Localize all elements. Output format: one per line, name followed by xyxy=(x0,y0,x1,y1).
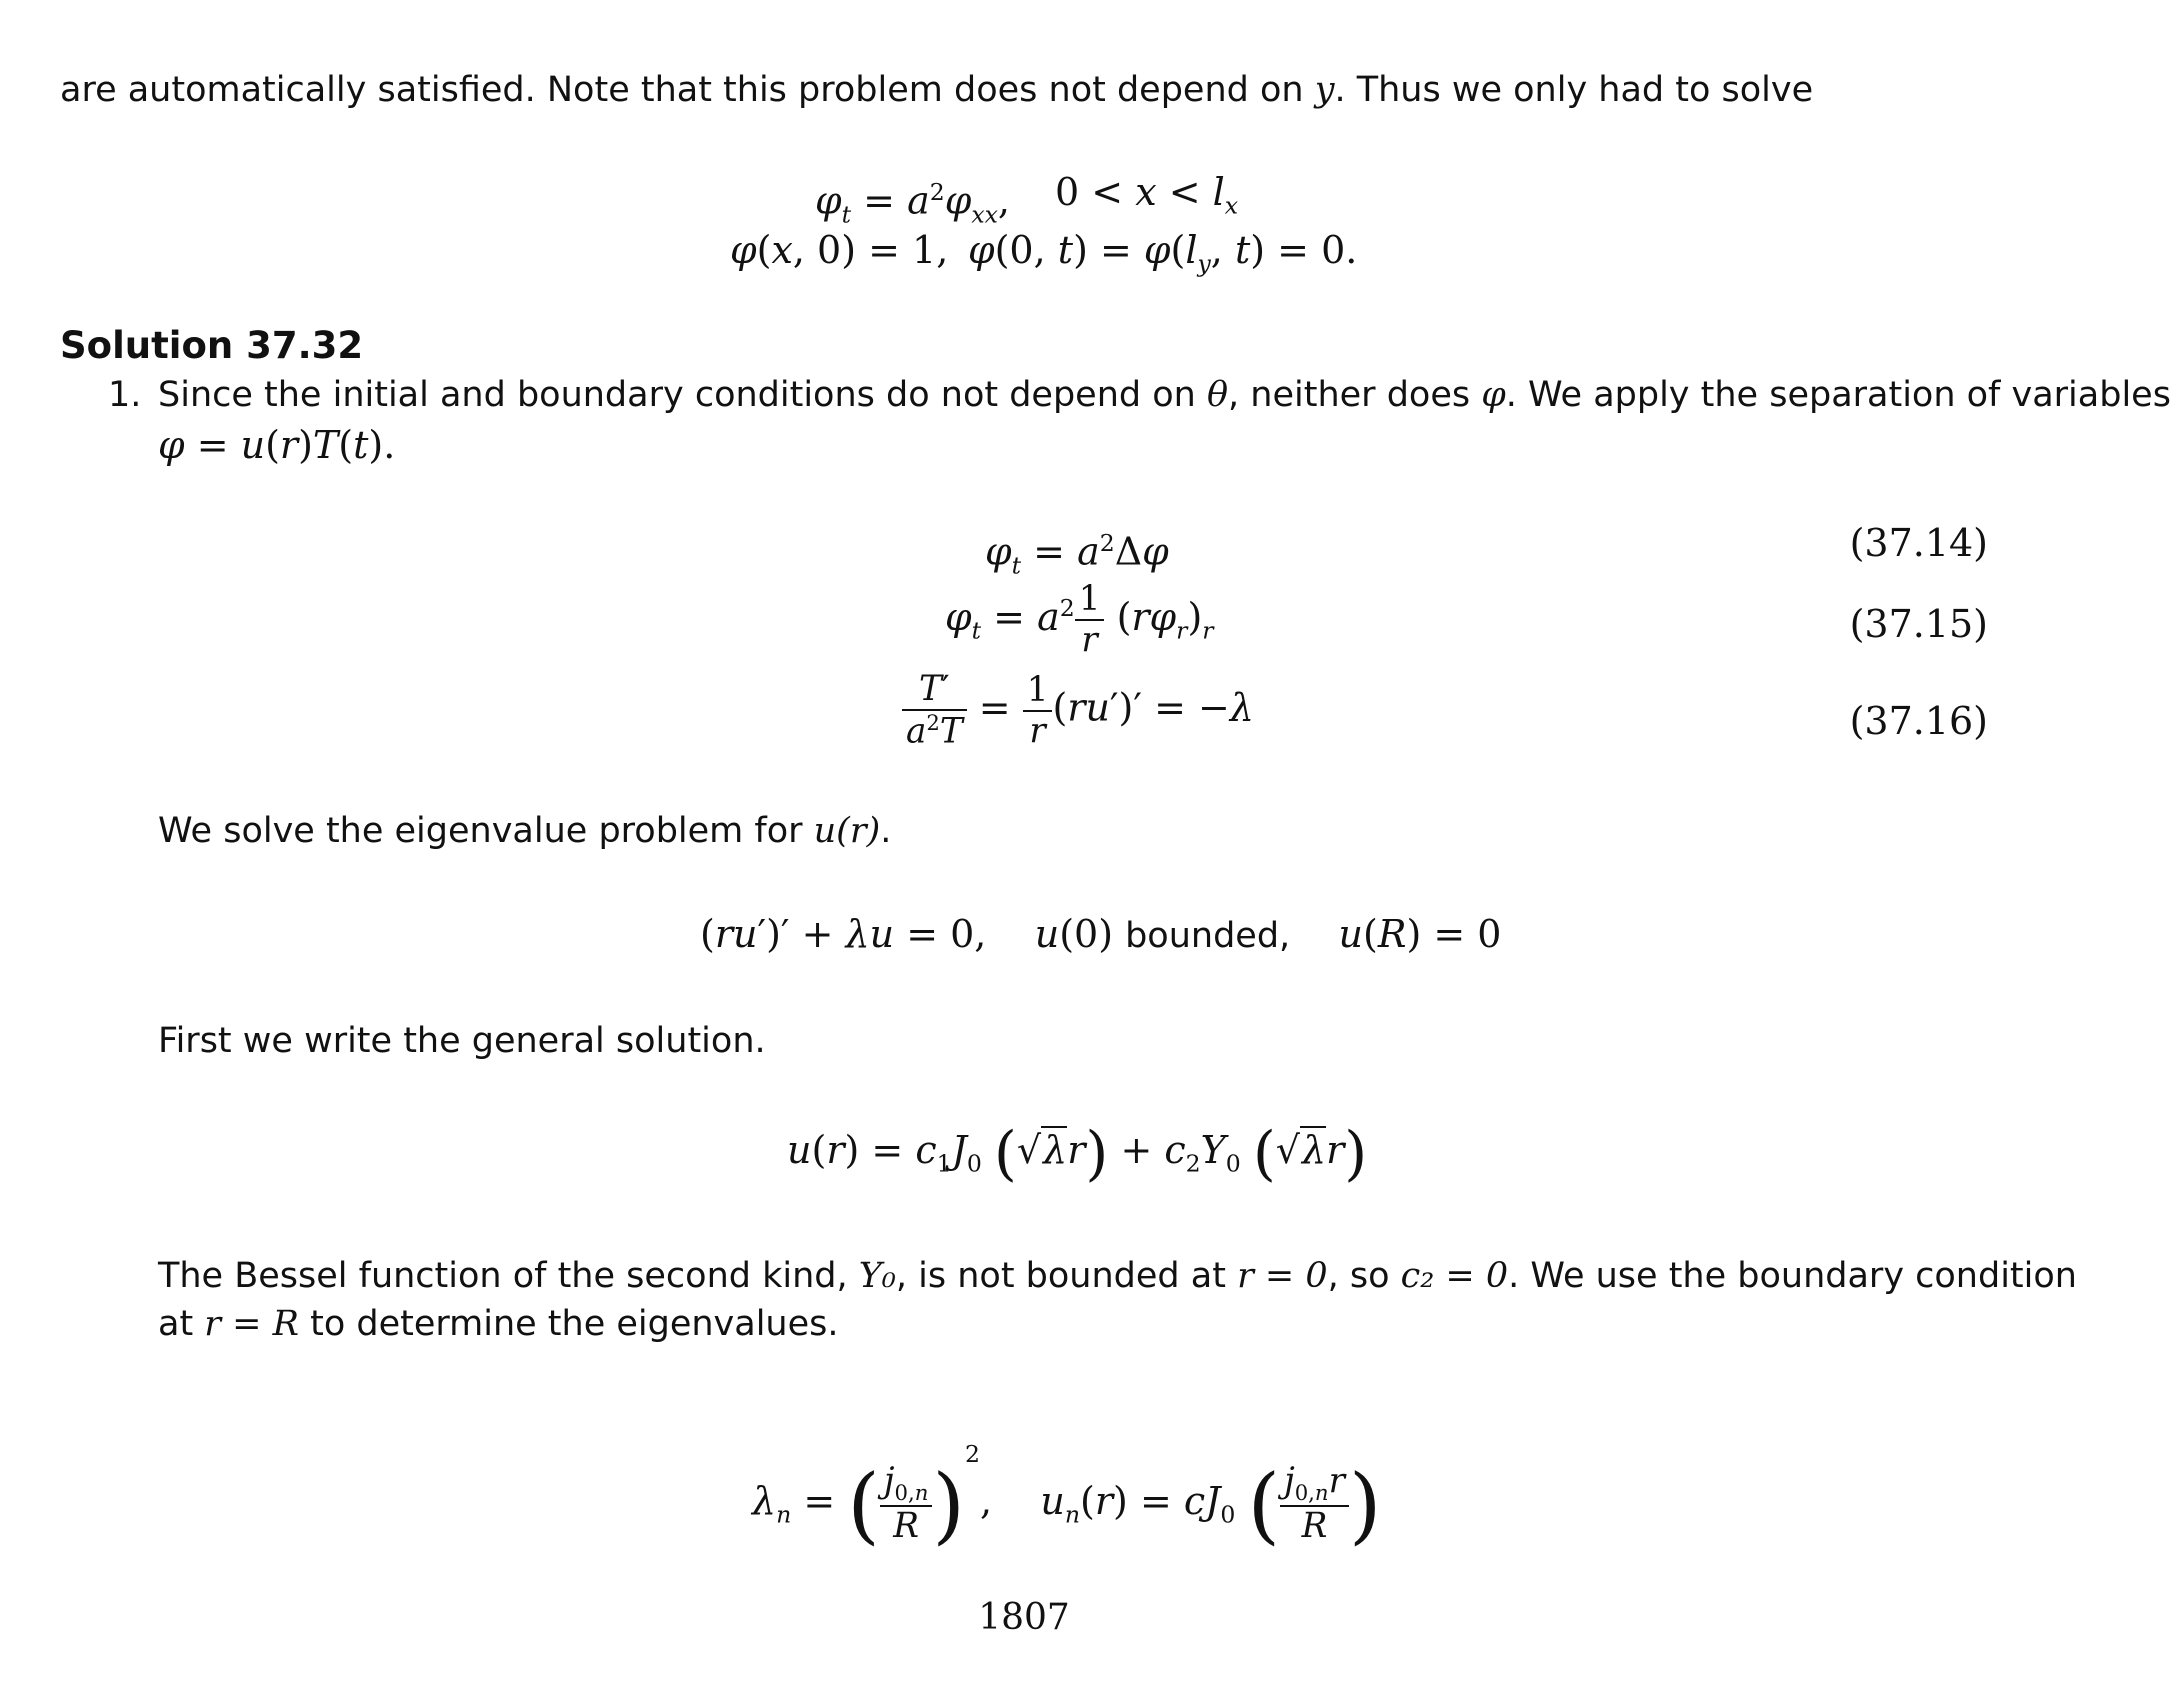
bessel-text-e: at xyxy=(158,1304,205,1344)
bessel-y0: Y₀ xyxy=(858,1256,896,1296)
intro-text-a: are automatically satisfied. Note that this problem does not depend on xyxy=(60,70,1315,110)
equation-number-37-16 xyxy=(1850,697,1988,745)
eigen-problem: (ru′)′ + λu = 0, u(0) bounded, u(R) = 0 xyxy=(700,912,1502,956)
bessel-text-a: The Bessel function of the second kind, xyxy=(158,1256,859,1296)
general-solution-formula: $u(r) = c_1J_0$ $(√\lambda r) + c_2Y_0$ (√λr) xyxy=(787,1118,1368,1188)
intro-line xyxy=(60,68,1813,112)
eigen-intro-text: We solve the eigenvalue problem for xyxy=(158,811,814,851)
eigen-intro-period: . xyxy=(880,811,892,851)
equation-number-37-14: (37.14) xyxy=(1849,521,1988,565)
item-text-b: , neither does xyxy=(1228,375,1482,415)
bessel-r0: r = 0 xyxy=(1237,1256,1328,1296)
item-text-line1 xyxy=(158,373,2171,417)
equation-number-37-15-text: (37.15) xyxy=(1849,602,1988,646)
equation-37-16: $\frac{T'}{a^2T}$ = $\frac{1}{r}$ (ru′)′ = −λ xyxy=(902,670,1254,752)
item-text-c: . We apply the separation of variables xyxy=(1505,375,2171,415)
item-text-a: Since the initial and boundary conditions do not depend on xyxy=(158,375,1207,415)
general-intro: First we write the general solution. xyxy=(158,1021,766,1061)
bessel-line2 xyxy=(158,1302,839,1346)
system1-line2-col2: φ(0, $t) = \varphi(l_y$, t) = 0. xyxy=(968,228,1358,278)
bessel-text-d: . We use the boundary condition xyxy=(1508,1256,2077,1296)
bessel-c20: c₂ = 0 xyxy=(1400,1256,1509,1296)
eigen-bounded-word: bounded, xyxy=(1125,916,1291,956)
bessel-rR: r = R xyxy=(204,1304,299,1344)
separation-formula: φ = u(r)T(t). xyxy=(158,423,396,467)
bessel-text-f: to determine the eigenvalues. xyxy=(298,1304,839,1344)
system1-line2-col1: φ(x, 0) = 1, xyxy=(730,228,949,272)
item-number: 1. xyxy=(108,375,142,415)
equation-37-15: $\varphi_t = a^2$ $\frac{1}{r}$ $(r\varphi_r)_r$ xyxy=(945,579,1214,661)
equation-number-37-15 xyxy=(1850,600,1988,648)
page-number: 1807 xyxy=(978,1597,1070,1638)
system1-line1-col1: $\varphi_t = a^2\varphi_{xx}$, xyxy=(815,178,1010,229)
system1-line1-col2: $0 < x < l_x$ xyxy=(1055,170,1239,220)
eigen-intro xyxy=(158,809,891,853)
theta-var: θ xyxy=(1206,375,1229,415)
bessel-text-c: , so xyxy=(1327,1256,1401,1296)
phi-var: φ xyxy=(1481,375,1506,415)
equation-number-37-16-text: (37.16) xyxy=(1849,699,1988,743)
intro-var-y: y xyxy=(1314,70,1335,110)
eigen-intro-var: u(r) xyxy=(813,811,881,851)
bessel-text-b: , is not bounded at xyxy=(895,1256,1238,1296)
eigenvalues-formula: $\lambda_n$ = ( $\frac{j_{0,n}}{R}$ )$^2$, $u_n(r) = cJ_0$ ( $\frac{j_{0,n}r}{R}$ ) xyxy=(752,1440,1382,1554)
bessel-line1 xyxy=(158,1254,2077,1298)
equation-37-14: $\varphi_t = a^2\Delta\varphi$ xyxy=(985,529,1169,580)
intro-text-b: . Thus we only had to solve xyxy=(1334,70,1814,110)
solution-heading: Solution 37.32 xyxy=(60,324,364,367)
